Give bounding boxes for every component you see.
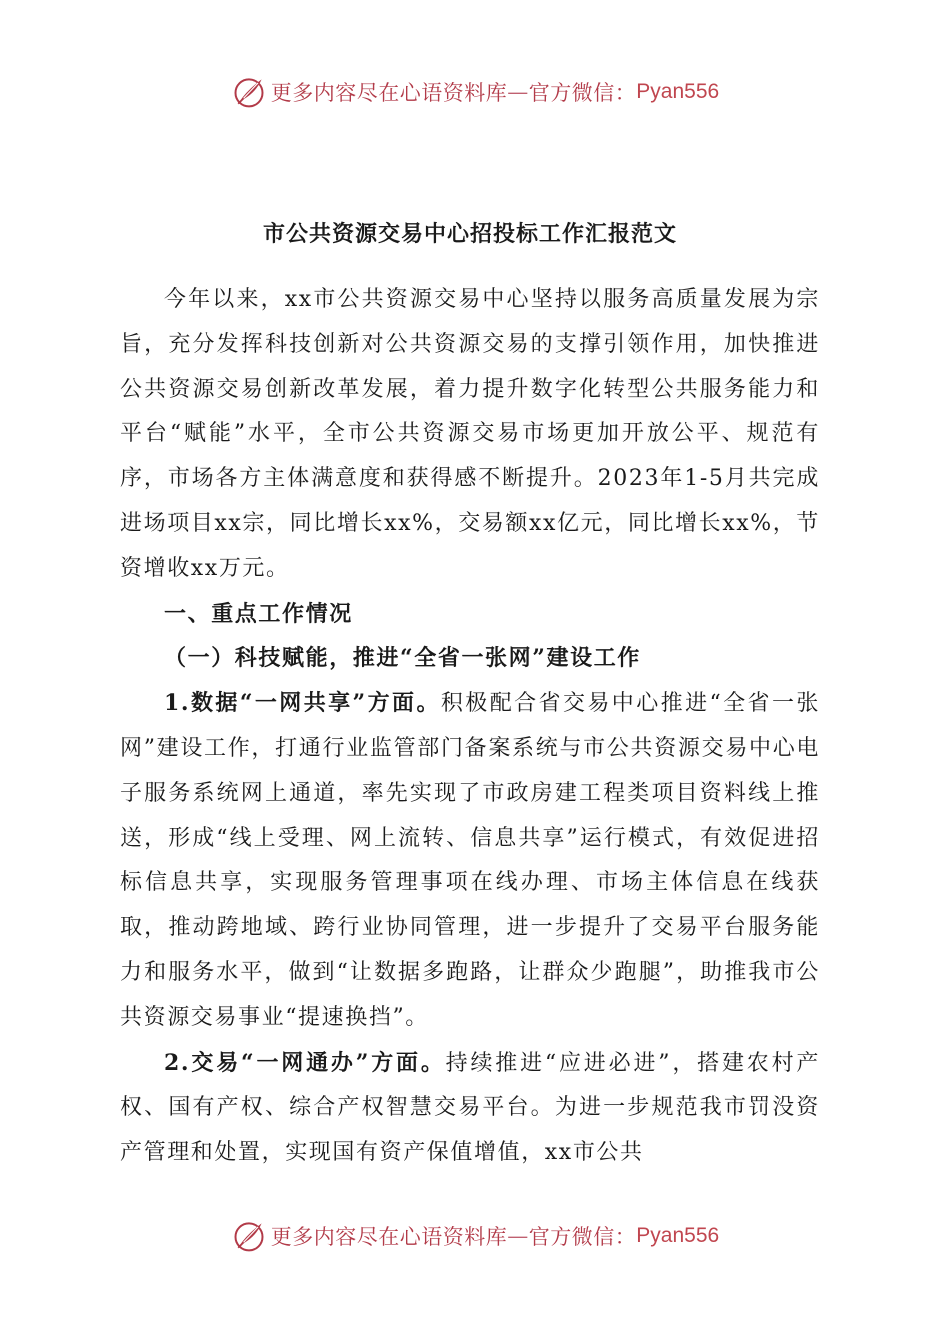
feather-pen-logo-icon — [231, 74, 267, 110]
banner-wechat-label: 官方微信： — [528, 81, 637, 105]
banner-wechat-id: Pyan556 — [636, 1224, 720, 1247]
item-2-paragraph — [120, 1041, 820, 1176]
subsection-heading: （一）科技赋能，推进“全省一张网”建设工作 — [164, 645, 641, 672]
item-1-body: 积极配合省交易中心推进“全省一张网”建设工作，打通行业监管部门备案系统与市公共资源交易中心电子服务系统网上通道，率先实现了市政房建工程类项目资料线上推送，形成“线上受理、网上流转、信息共享”运行模式，有效促进招标信息共享，实现服务管理事项在线办理、市场主体信息在线获取，推动跨地域、跨行业协同管理，进一步提升了交易平台服务能力和服务水平，做到“让数据多跑路，让群众少跑腿”，助推我市公共资源交易事业“提速换挡”。 — [120, 691, 820, 1030]
item-2-lead: 2.交易“一网通办”方面。 — [164, 1049, 446, 1076]
banner-dash: — — [507, 1224, 529, 1248]
banner-wechat-label: 官方微信： — [528, 1225, 637, 1249]
banner-text: 更多内容尽在心语资料库 — [270, 81, 508, 105]
document-title: 市公共资源交易中心招投标工作汇报范文 — [262, 221, 677, 247]
intro-paragraph: 今年以来，xx市公共资源交易中心坚持以服务高质量发展为宗旨，充分发挥科技创新对公共资源交易的支撑引领作用，加快推进公共资源交易创新改革发展，着力提升数字化转型公共服务能力和平台“赋能”水平，全市公共资源交易市场更加开放公平、规范有序，市场各方主体满意度和获得感不断提升。2023年1-5月共完成进场项目xx宗，同比增长xx%，交易额xx亿元，同比增长xx%，节资增收xx万元。 — [120, 287, 820, 581]
banner-wechat-id: Pyan556 — [636, 80, 720, 103]
feather-pen-logo-icon — [231, 1218, 267, 1254]
banner-text: 更多内容尽在心语资料库 — [270, 1225, 508, 1249]
section-heading: 一、重点工作情况 — [164, 600, 353, 627]
document-body — [120, 210, 820, 1176]
item-1-paragraph — [120, 681, 820, 1040]
watermark-banner-top — [0, 70, 950, 114]
item-1-lead: 1.数据“一网共享”方面。 — [164, 690, 441, 717]
item-2-body: 持续推进“应进必进”，搭建农村产权、国有产权、综合产权智慧交易平台。为进一步规范我市罚没资产管理和处置，实现国有资产保值增值，xx市公共 — [120, 1050, 820, 1166]
banner-dash: — — [507, 80, 529, 104]
watermark-banner-bottom — [0, 1214, 950, 1258]
